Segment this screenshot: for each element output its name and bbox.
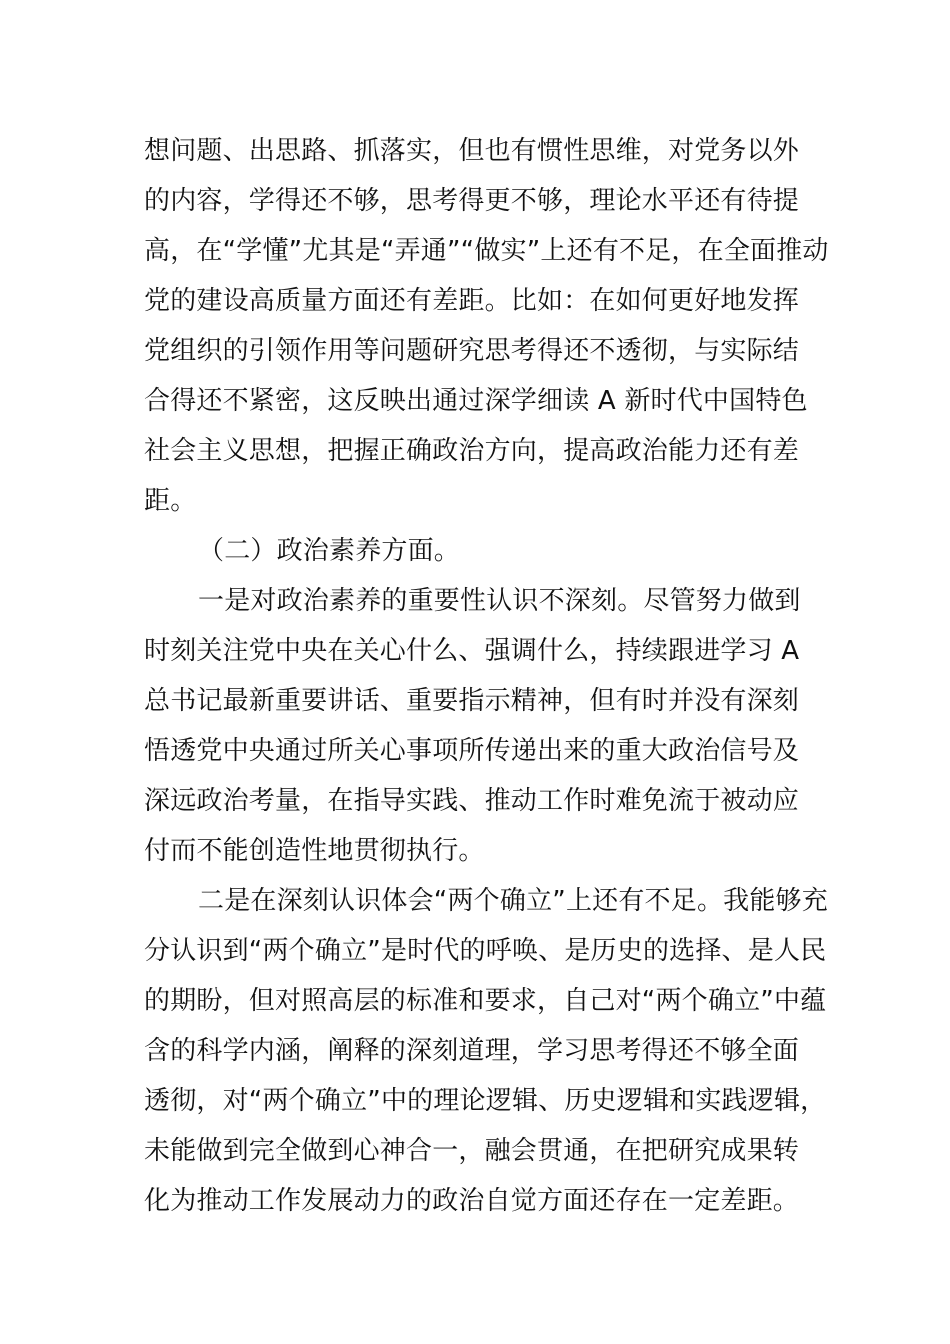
section-heading: （二）政治素养方面。 bbox=[198, 536, 461, 566]
text-line: 含的科学内涵，阐释的深刻道理，学习思考得还不够全面 bbox=[144, 1036, 800, 1066]
text-line: 距。 bbox=[144, 486, 197, 516]
text-line: 的期盼，但对照高层的标准和要求，自己对“两个确立”中蕴 bbox=[144, 986, 827, 1016]
text-line: 合得还不紧密，这反映出通过深学细读 A 新时代中国特色 bbox=[144, 386, 808, 416]
text-line: 总书记最新重要讲话、重要指示精神，但有时并没有深刻 bbox=[144, 686, 800, 716]
text-line: 想问题、出思路、抓落实，但也有惯性思维，对党务以外 bbox=[144, 136, 800, 166]
text-line: 化为推动工作发展动力的政治自觉方面还存在一定差距。 bbox=[144, 1186, 800, 1216]
text-line: 党组织的引领作用等问题研究思考得还不透彻，与实际结 bbox=[144, 336, 800, 366]
text-line: 透彻，对“两个确立”中的理论逻辑、历史逻辑和实践逻辑， bbox=[144, 1086, 827, 1116]
text-line: 悟透党中央通过所关心事项所传递出来的重大政治信号及 bbox=[144, 736, 800, 766]
document-body bbox=[144, 126, 829, 1226]
text-line: 分认识到“两个确立”是时代的呼唤、是历史的选择、是人民 bbox=[144, 936, 827, 966]
text-line: 高，在“学懂”尤其是“弄通”“做实”上还有不足，在全面推动 bbox=[144, 236, 829, 266]
paragraph-start: 二是在深刻认识体会“两个确立”上还有不足。我能够充 bbox=[198, 886, 828, 916]
text-line: 未能做到完全做到心神合一，融会贯通，在把研究成果转 bbox=[144, 1136, 800, 1166]
paragraph-start: 一是对政治素养的重要性认识不深刻。尽管努力做到 bbox=[198, 586, 801, 616]
text-line: 社会主义思想，把握正确政治方向，提高政治能力还有差 bbox=[144, 436, 800, 466]
text-line: 深远政治考量，在指导实践、推动工作时难免流于被动应 bbox=[144, 786, 800, 816]
text-line: 付而不能创造性地贯彻执行。 bbox=[144, 836, 485, 866]
text-line: 党的建设高质量方面还有差距。比如：在如何更好地发挥 bbox=[144, 286, 800, 316]
text-line: 的内容，学得还不够，思考得更不够，理论水平还有待提 bbox=[144, 186, 800, 216]
text-line: 时刻关注党中央在关心什么、强调什么，持续跟进学习 A bbox=[144, 636, 800, 666]
